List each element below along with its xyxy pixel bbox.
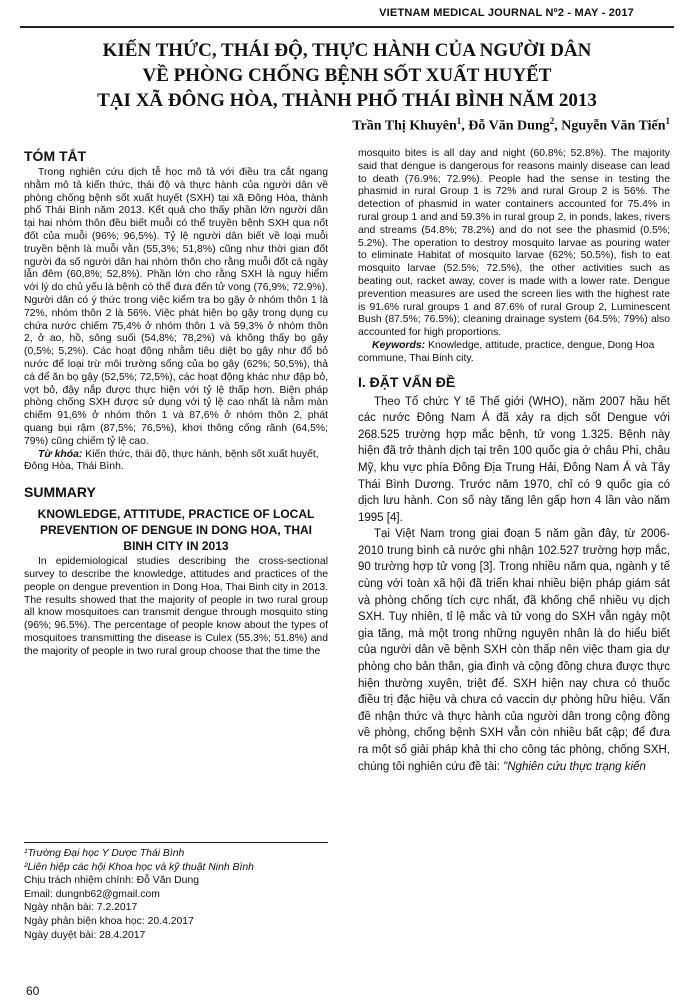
article-title — [40, 38, 654, 113]
footnote-reviewed: Ngày phản biện khoa học: 20.4.2017 — [24, 915, 194, 927]
author-1-affil: 1 — [456, 116, 462, 126]
intro-paragraph-1: Theo Tổ chức Y tế Thế giới (WHO), năm 2007 hầu hết các nước Đông Nam Á đã xảy ra dịch sốt Dengue với 268.525 trường hợp mắc bệnh, tử vong 1.325. Bệnh này hiện đã trở thành dịch tại trên 100 quốc gia ở châu Phi, châu Mỹ, khu vực phía Đông Địa Trung Hải, Đông Nam Á và Tây Thái Bình Dương. Trước năm 1970, chỉ có 9 quốc gia có dịch lưu hành. Con số này tăng lên gấp hơn 4 lần vào năm 1995 [4]. — [358, 395, 670, 524]
footnote-email: Email: dungnb62@gmail.com — [24, 888, 160, 900]
author-3-affil: 1 — [665, 116, 670, 126]
author-1: Trần Thị Khuyên — [352, 118, 457, 134]
author-2-affil: 2 — [549, 116, 555, 126]
footnote-corresponding: Chịu trách nhiệm chính: Đỗ Văn Dung — [24, 875, 200, 887]
page-number: 60 — [26, 984, 40, 998]
title-line-2: VỀ PHÒNG CHỐNG BỆNH SỐT XUẤT HUYẾT — [142, 65, 552, 86]
footnotes — [24, 842, 328, 942]
intro-heading: I. ĐẶT VẤN ĐỀ — [358, 373, 456, 390]
author-2: Đỗ Văn Dung — [468, 118, 550, 134]
intro-paragraph-2 — [358, 526, 670, 775]
footnote-received: Ngày nhận bài: 7.2.2017 — [24, 902, 138, 914]
author-3: Nguyễn Văn Tiến — [561, 118, 666, 134]
summary-title: KNOWLEDGE, ATTITUDE, PRACTICE OF LOCAL PREVENTION OF DENGUE IN DONG HOA, THAI BINH CITY IN 2013 — [37, 507, 315, 554]
keywords-vi-label: Từ khóa: — [38, 448, 83, 460]
abstract-vi-body: Trong nghiên cứu dịch tễ học mô tả với điều tra cắt ngang nhằm mô tả kiến thức, thái độ và thực hành của người dân về phòng chống bệnh sốt xuất huyết (SXH) tại xã Đông Hòa, thành phố Thái Bình năm 2013. Kết quả cho thấy phần lớn người dân tại hai nhóm thôn đều biết muỗi có thể truyền bệnh SXH qua nốt đốt của muỗi (96%; 96,5%). Tỷ lệ người dân biết về loại muỗi truyền bệnh là muỗi vằn (55,3%; 51,8%) cũng như thời gian đốt người đa số người dân hai nhóm thôn cho rằng muỗi đốt cả ngày lẫn đêm (60,8%; 52,8%). Phần lớn cho rằng SXH là nguy hiểm với lý do chủ yếu là bệnh có thể đưa đến tử vong (76,9%; 72,9%). Người dân có ý thức trong việc kiểm tra bọ gậy ở nhóm thôn 1 là 72%, nhóm thôn 2 là 56%. Việc phát hiện bọ gậy trong dụng cụ chứa nước chiếm 75,4% ở nhóm thôn 1 và 59,3% ở nhóm thôn 2, ở ao, hồ, sông suối (54,8%; 78,2%) và không thấy bọ gậy (0,5%; 5,2%). Các hoạt động nhằm tiêu diệt bọ gậy như đổ bỏ nước để loại trừ môi trường sống của bọ gậy (62%; 50,5%), thả cá để ăn bọ gậy (52,5%; 72,5%), các hoạt động khác như đập bỏ, vợt bỏ, đậy nắp được thực hiện với tỷ lệ thấp hơn. Biện pháp phòng chống SXH được sử dụng với tỷ lệ cao nhất là nằm màn chiếm 91,6% ở nhóm thôn 1 và 87,6% ở nhóm thôn 2, phát quang bụi rậm (87,5%; 76,5%), khơi thông cống rãnh (64,5%; 79%) cũng chiếm tỷ lệ cao. — [24, 167, 328, 447]
intro-paragraph-2-text: Tại Việt Nam trong giai đoạn 5 năm gần đây, từ 2006-2010 trung bình cả nước ghi nhận 102.527 trường hợp mắc, 90 trường hợp tử vong [3]. Trong nhiều năm qua, ngành y tế cùng với toàn xã hội đã triển khai nhiều biện pháp giám sát và phòng chống tích cực nhất, đã khống chế nhiều vụ dịch SXH. Tuy nhiên, tỉ lệ mắc và tử vong do SXH vẫn ngày một gia tăng, mà một trong những nguyên nhân là do hiểu biết của người dân về bệnh SXH còn thấp nên việc tham gia dự phòng cho bản thân, gia đình và cộng đồng chưa được thực hiện thường xuyên, triệt để. SXH hiện nay chưa có thuốc điều trị đặc hiệu và chưa có vaccin dự phòng hữu hiệu. Vấn đề nhận thức và thực hành của người dân trong cộng đồng về phòng, chống bệnh SXH vẫn còn nhiều bất cập; để đưa ra một số giải pháp khả thi cho công tác phòng, chống SXH, chúng tôi nghiên cứu đề tài: — [358, 528, 670, 773]
keywords-vi-text: Kiến thức, thái độ, thực hành, bệnh sốt xuất huyết, Đông Hòa, Thái Bình. — [24, 448, 319, 473]
intro-paragraph-2-title: "Nghiên cứu thực trạng kiến — [503, 760, 646, 773]
right-column — [358, 148, 670, 775]
keywords-en — [358, 340, 670, 366]
keywords-vi — [24, 449, 328, 475]
author-separator: , — [554, 118, 562, 134]
title-line-3: TẠI XÃ ĐÔNG HÒA, THÀNH PHỐ THÁI BÌNH NĂM 2013 — [97, 90, 597, 111]
author-list — [352, 116, 670, 135]
author-separator: , — [461, 118, 469, 134]
footnote-affiliation-2: ²Liên hiệp các hội Khoa học và kỹ thuật Ninh Bình — [24, 861, 254, 873]
footnote-affiliation-1: ¹Trường Đại học Y Dược Thái Bình — [24, 848, 185, 859]
running-header — [20, 4, 674, 28]
summary-body-right: mosquito bites is all day and night (60.8%; 52.8%). The majority said that dengue is dangerous for reasons mainly disease can lead to death (76.9%; 72.9%). People had the sense in testing the phasmid in rural Group 1 is 72% and rural Group 2 is 56%. The detection of phasmid in water containers accounted for 75.4% in rural group 1 and and 59.3% in rural group 2, in ponds, lakes, rivers and streams (54.8%; 78.2%) and do not see the phasmid (0.5%; 5.2%). The operation to destroy mosquito larvae as pouring water to eliminate Habitat of mosquito larvae (62%; 50.5%), fish to eat mosquito larvae (52.5%; 72.5%), the other activities such as beating out, racket away, cover is made with a lower rate. Dengue prevention measures are used the screen lies with the highest rate is 91.6% rural groups 1 and 87.6% of rural Group 2, Luminescent Bush (87.5%; 76.5%); cleaning drainage system (64.5%; 79%) also accounted for high proportions. — [358, 148, 670, 339]
footnote-accepted: Ngày duyệt bài: 28.4.2017 — [24, 929, 146, 941]
journal-name: VIETNAM MEDICAL JOURNAL Nº2 - MAY - 2017 — [379, 7, 634, 19]
keywords-en-label: Keywords: — [372, 339, 426, 351]
keywords-en-text: Knowledge, attitude, practice, dengue, Dong Hoa commune, Thai Binh city. — [358, 339, 655, 364]
abstract-vi-heading: TÓM TẮT — [24, 148, 87, 164]
summary-heading: SUMMARY — [24, 484, 96, 501]
title-line-1: KIẾN THỨC, THÁI ĐỘ, THỰC HÀNH CỦA NGƯỜI DÂN — [102, 40, 592, 61]
summary-body-left: In epidemiological studies describing the cross-sectional survey to describe the knowledge, attitudes and practices of the people on dengue prevention in Dong Hoa, Thai Binh city in 2013. The results showed that the majority of people in two rural group all know mosquitoes can transmit dengue through mosquito sting (96%; 96.5%). The percentage of people know about the types of mosquitoes transmitting the disease is Culex (55.3%; 51.8%) and the majority of people in two rural group choose that the time the — [24, 556, 328, 657]
left-column — [24, 148, 328, 659]
